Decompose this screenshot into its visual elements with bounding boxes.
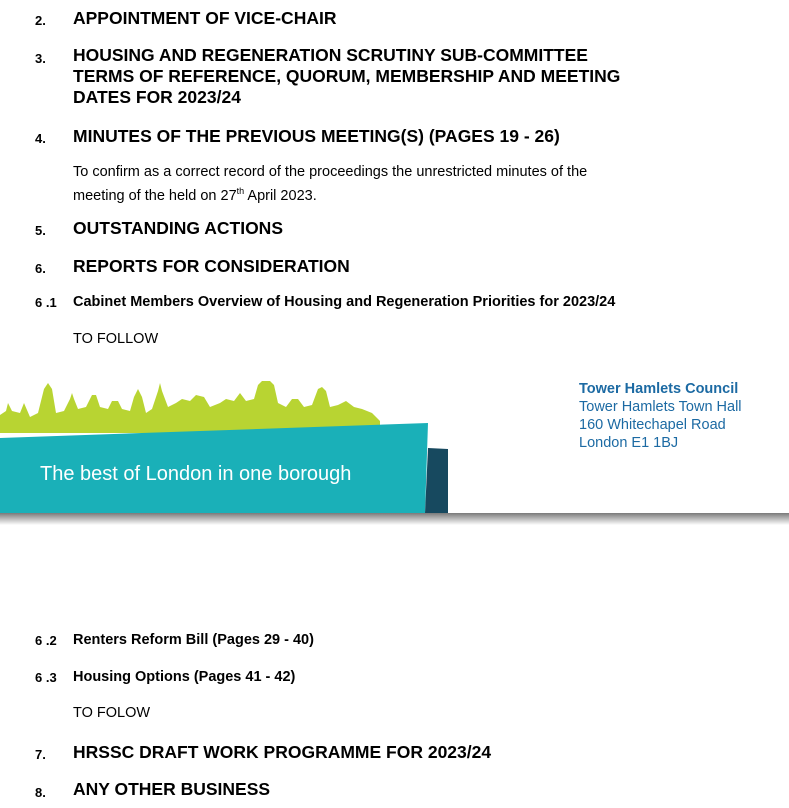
sub-item-number: 6 .1 — [35, 295, 57, 310]
navy-block — [425, 448, 448, 513]
sub-item-title: Housing Options (Pages 41 - 42) — [73, 669, 296, 685]
sub-item-note: TO FOLLOW — [73, 331, 159, 347]
sub-item-number: 6 .3 — [35, 670, 57, 685]
agenda-item-title-line: HOUSING AND REGENERATION SCRUTINY SUB-COMMITTEE — [73, 45, 588, 65]
london-skyline-graphic — [0, 381, 380, 433]
sub-item-note: TO FOLOW — [73, 705, 151, 721]
council-address-line: Tower Hamlets Town Hall — [579, 399, 742, 415]
sub-item-number: 6 .2 — [35, 633, 57, 648]
tagline: The best of London in one borough — [40, 463, 352, 485]
agenda-item-title: HRSSC DRAFT WORK PROGRAMME FOR 2023/24 — [73, 742, 492, 762]
agenda-item-title: OUTSTANDING ACTIONS — [73, 218, 283, 238]
agenda-item-number: 7. — [35, 747, 46, 762]
agenda-item-description: To confirm as a correct record of the proceedings the unrestricted minutes of the — [73, 164, 588, 180]
agenda-item-title-line: TERMS OF REFERENCE, QUORUM, MEMBERSHIP AND MEETING — [73, 66, 621, 86]
agenda-item-number: 8. — [35, 785, 46, 800]
sub-item-title: Cabinet Members Overview of Housing and Regeneration Priorities for 2023/24 — [73, 294, 616, 310]
agenda-item-number: 2. — [35, 13, 46, 28]
agenda-item-title: REPORTS FOR CONSIDERATION — [73, 256, 350, 276]
sub-item-title: Renters Reform Bill (Pages 29 - 40) — [73, 632, 314, 648]
page-break — [0, 513, 789, 525]
council-address-line: London E1 1BJ — [579, 435, 679, 451]
agenda-item-description-line2: meeting of the held on 27th April 2023. — [73, 186, 317, 204]
agenda-item-number: 3. — [35, 51, 46, 66]
agenda-item-title: APPOINTMENT OF VICE-CHAIR — [73, 8, 337, 28]
agenda-item-number: 4. — [35, 131, 46, 146]
agenda-item-title-line: DATES FOR 2023/24 — [73, 87, 241, 107]
agenda-item-title: MINUTES OF THE PREVIOUS MEETING(S) (PAGES 19 - 26) — [73, 126, 560, 146]
council-address-line: 160 Whitechapel Road — [579, 417, 726, 433]
agenda-item-title: ANY OTHER BUSINESS — [73, 779, 271, 799]
agenda-item-number: 5. — [35, 223, 46, 238]
agenda-item-number: 6. — [35, 261, 46, 276]
council-name: Tower Hamlets Council — [579, 381, 739, 397]
